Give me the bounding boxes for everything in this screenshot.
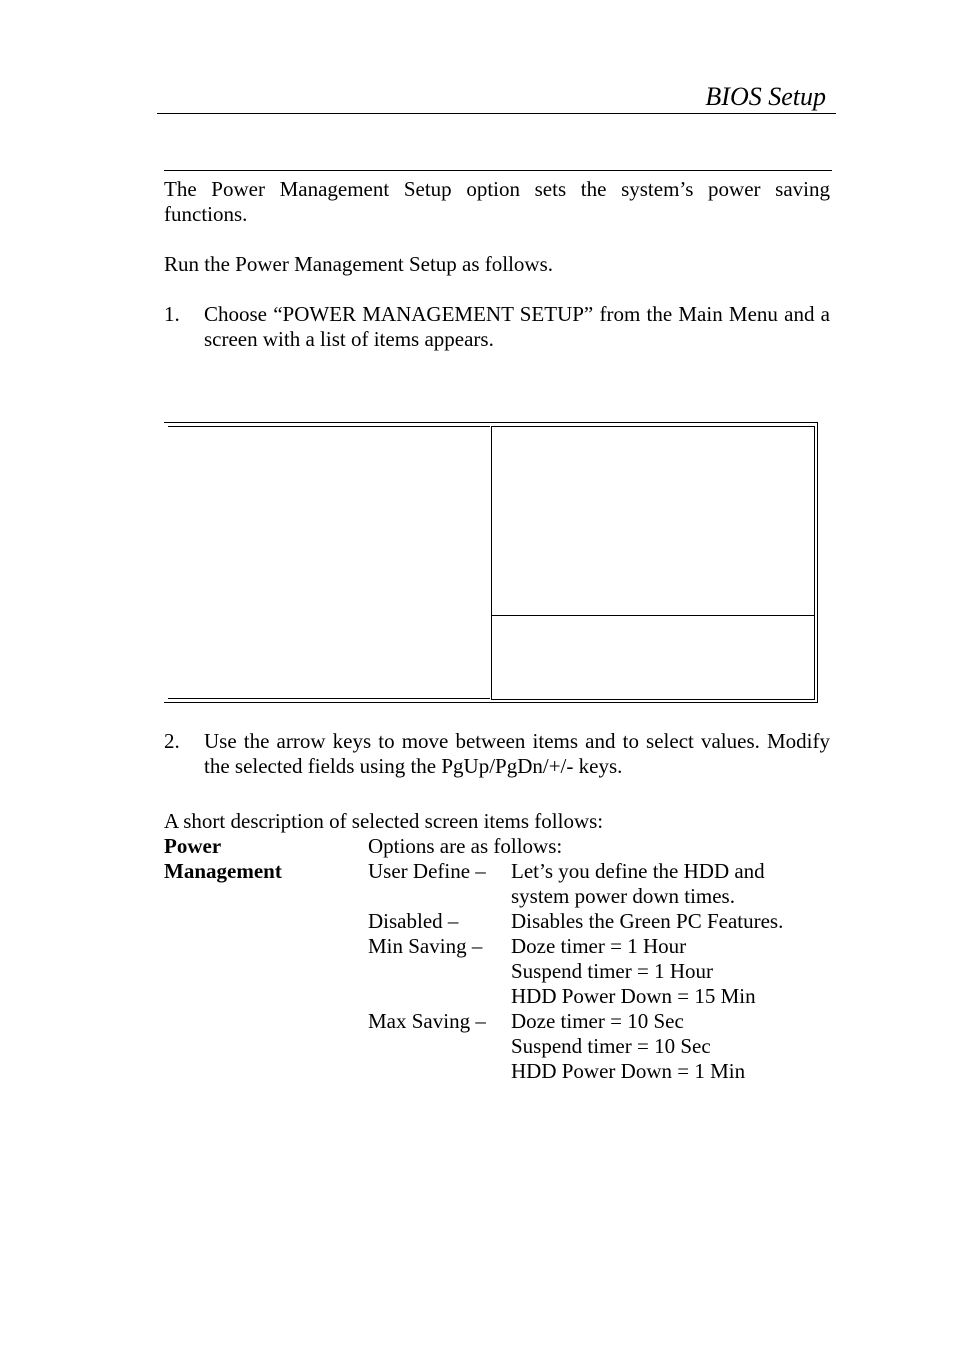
option-description: Doze timer = 10 Sec [511, 1009, 684, 1033]
option-description: Disables the Green PC Features. [511, 909, 784, 933]
figure-border-right [817, 422, 818, 703]
option-name: User Define – [368, 859, 486, 883]
step-text: Use the arrow keys to move between items and to select values. Modify the selected fields using the PgUp/PgDn/+/- keys. [204, 729, 830, 778]
option-name: Disabled – [368, 909, 459, 933]
figure-border-top-inner [168, 426, 490, 427]
run-instruction: Run the Power Management Setup as follows. [164, 252, 554, 276]
figure-panel-divider [491, 615, 815, 616]
term-label: Power [164, 834, 222, 858]
figure-border-top [164, 422, 818, 423]
description-intro: A short description of selected screen items follows: [164, 809, 604, 833]
option-name: Max Saving – [368, 1009, 486, 1033]
option-name: Min Saving – [368, 934, 483, 958]
option-description: Doze timer = 1 Hour [511, 934, 687, 958]
step-text: Choose “POWER MANAGEMENT SETUP” from the Main Menu and a screen with a list of items appears. [204, 302, 830, 351]
option-description: Suspend timer = 10 Sec [511, 1034, 711, 1058]
term-label: Management [164, 859, 282, 883]
options-intro: Options are as follows: [368, 834, 563, 858]
option-description: Let’s you define the HDD and [511, 859, 765, 883]
page-header-title: BIOS Setup [705, 82, 826, 111]
option-description: system power down times. [511, 884, 735, 908]
header-rule [157, 113, 836, 114]
step-number: 2. [164, 729, 180, 753]
figure-help-panel [491, 426, 815, 700]
step-number: 1. [164, 302, 180, 326]
section-rule [164, 170, 832, 171]
figure-border-bottom [164, 702, 818, 703]
option-description: Suspend timer = 1 Hour [511, 959, 713, 983]
option-description: HDD Power Down = 15 Min [511, 984, 756, 1008]
intro-paragraph: The Power Management Setup option sets the system’s power saving functions. [164, 177, 830, 226]
figure-border-bottom-inner [168, 698, 490, 699]
option-description: HDD Power Down = 1 Min [511, 1059, 746, 1083]
